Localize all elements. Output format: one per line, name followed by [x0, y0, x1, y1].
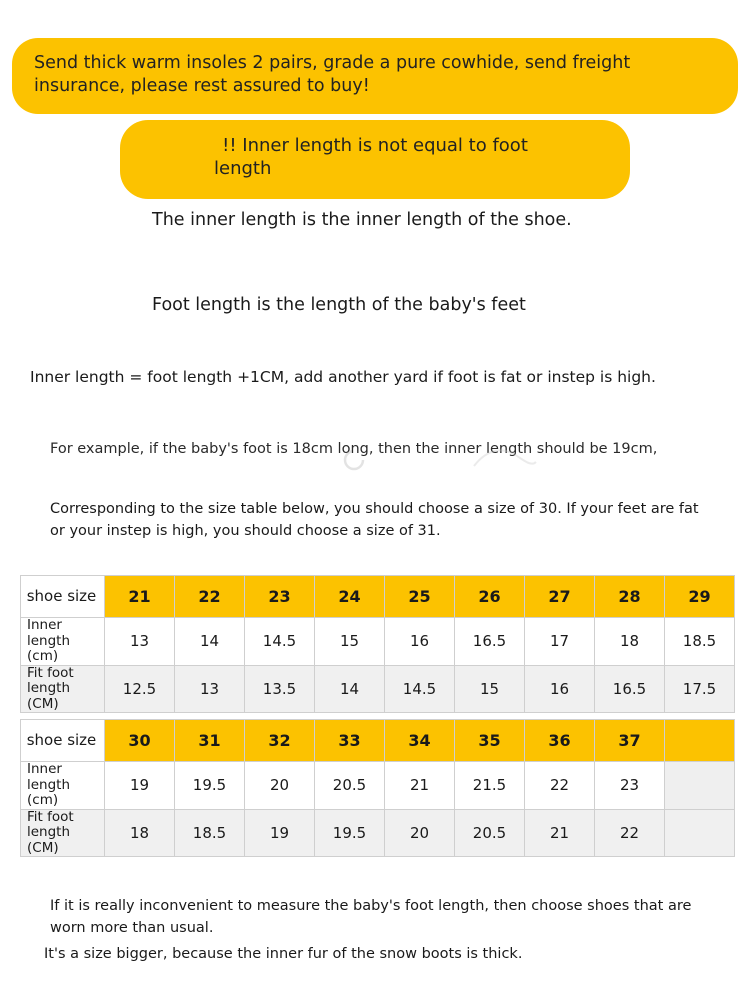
table-rowhead-shoe-size: shoe size — [21, 576, 105, 618]
table-cell: 22 — [595, 809, 665, 857]
foot-length-definition: Foot length is the length of the baby's feet — [152, 295, 526, 315]
table-cell: 20 — [245, 762, 315, 810]
table-cell: 12.5 — [105, 665, 175, 713]
size-formula-text: Inner length = foot length +1CM, add another yard if foot is fat or instep is high. — [30, 368, 656, 386]
table-cell: 13.5 — [245, 665, 315, 713]
size-table-small — [20, 575, 735, 713]
inner-length-definition: The inner length is the inner length of the shoe. — [152, 210, 572, 230]
table-row — [21, 618, 735, 666]
corresponding-size-text: Corresponding to the size table below, you should choose a size of 30. If your feet are fat or your instep is high, you should choose a size of 31. — [50, 501, 699, 539]
table-cell: 34 — [385, 720, 455, 762]
table-cell: 28 — [595, 576, 665, 618]
table-cell: 23 — [595, 762, 665, 810]
table-cell: 14 — [315, 665, 385, 713]
table-cell-empty — [665, 762, 735, 810]
table-cell: 21 — [525, 809, 595, 857]
table-cell: 32 — [245, 720, 315, 762]
table-rowhead-shoe-size: shoe size — [21, 720, 105, 762]
table-rowhead-inner-length: Inner length (cm) — [21, 618, 105, 666]
table-cell: 33 — [315, 720, 385, 762]
table-cell-empty — [665, 809, 735, 857]
table-cell: 13 — [105, 618, 175, 666]
table-cell: 16.5 — [595, 665, 665, 713]
table-cell: 15 — [315, 618, 385, 666]
table-cell: 20.5 — [455, 809, 525, 857]
table-cell: 27 — [525, 576, 595, 618]
table-cell: 19.5 — [315, 809, 385, 857]
table-cell: 22 — [525, 762, 595, 810]
table-cell: 16 — [525, 665, 595, 713]
table-cell: 35 — [455, 720, 525, 762]
table-rowhead-inner-length: Inner length (cm) — [21, 762, 105, 810]
table-cell: 20.5 — [315, 762, 385, 810]
table-cell: 18 — [105, 809, 175, 857]
table-cell: 29 — [665, 576, 735, 618]
table-cell: 13 — [175, 665, 245, 713]
table-cell: 36 — [525, 720, 595, 762]
table-cell: 17 — [525, 618, 595, 666]
table-cell: 23 — [245, 576, 315, 618]
footer-note-1: If it is really inconvenient to measure the baby's foot length, then choose shoes that are worn more than usual. — [50, 898, 692, 936]
table-cell: 21.5 — [455, 762, 525, 810]
table-row — [21, 720, 735, 762]
table-cell: 37 — [595, 720, 665, 762]
table-cell: 19 — [245, 809, 315, 857]
table-cell: 21 — [385, 762, 455, 810]
example-text: For example, if the baby's foot is 18cm long, then the inner length should be 19cm, — [50, 441, 658, 457]
footer-note-2: It's a size bigger, because the inner fur of the snow boots is thick. — [44, 946, 523, 962]
table-row — [21, 809, 735, 857]
table-cell: 31 — [175, 720, 245, 762]
table-cell: 18.5 — [665, 618, 735, 666]
table-rowhead-fit-foot-length: Fit foot length (CM) — [21, 665, 105, 713]
table-cell: 15 — [455, 665, 525, 713]
table-cell: 18.5 — [175, 809, 245, 857]
promo-banner — [12, 38, 738, 114]
warning-banner-line-2: length — [214, 158, 272, 180]
size-table-large — [20, 719, 735, 857]
table-cell: 24 — [315, 576, 385, 618]
table-cell: 17.5 — [665, 665, 735, 713]
table-cell: 16 — [385, 618, 455, 666]
table-cell: 22 — [175, 576, 245, 618]
table-cell: 21 — [105, 576, 175, 618]
table-cell: 14 — [175, 618, 245, 666]
table-cell: 30 — [105, 720, 175, 762]
table-cell: 14.5 — [245, 618, 315, 666]
table-cell-empty — [665, 720, 735, 762]
table-cell: 19 — [105, 762, 175, 810]
warning-banner-line-1: !! Inner length is not equal to foot — [222, 135, 528, 156]
table-cell: 18 — [595, 618, 665, 666]
table-cell: 26 — [455, 576, 525, 618]
table-cell: 20 — [385, 809, 455, 857]
warning-banner — [120, 120, 630, 199]
table-row — [21, 665, 735, 713]
table-rowhead-fit-foot-length: Fit foot length (CM) — [21, 809, 105, 857]
table-cell: 16.5 — [455, 618, 525, 666]
table-cell: 19.5 — [175, 762, 245, 810]
table-row — [21, 576, 735, 618]
table-cell: 25 — [385, 576, 455, 618]
table-cell: 14.5 — [385, 665, 455, 713]
table-row — [21, 762, 735, 810]
promo-banner-text: Send thick warm insoles 2 pairs, grade a pure cowhide, send freight insurance, please rest assured to buy! — [34, 53, 631, 96]
